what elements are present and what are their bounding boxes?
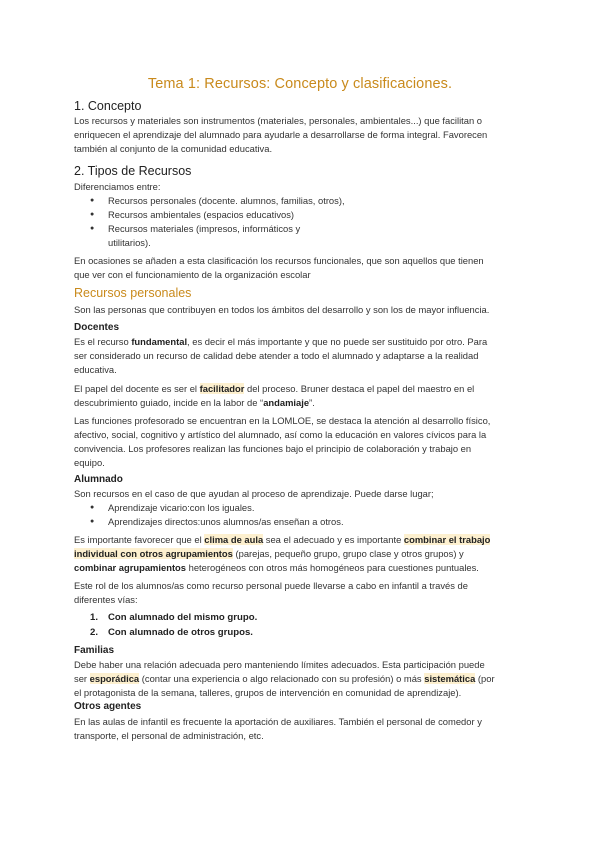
text-run: heterogéneos con otros más homogéneos para cuestiones puntuales. (186, 562, 479, 574)
text-line: el protagonista de la semana, talleres, grupos de intervención en comunidad de aprendizaje). (74, 687, 462, 699)
text-line: Debe haber una relación adecuada pero manteniendo límites adecuados. Esta participación puede (74, 659, 485, 670)
list-item: ● Aprendizajes directos:unos alumnos/as enseñan a otros. (90, 515, 344, 529)
text-line: Las funciones profesorado se encuentran en la LOMLOE, se destaca la atención al desarrollo físico, (74, 415, 491, 426)
text-line: Este rol de los alumnos/as como recurso personal puede llevarse a cabo en infantil a través de (74, 580, 468, 591)
text-run: (parejas, pequeño grupo, grupo clase y otros grupos) y (232, 548, 464, 560)
heading-recursos-personales: Recursos personales (74, 286, 192, 300)
text-run: ser (74, 673, 90, 685)
text-line: que ver con el funcionamiento de la organización escolar (74, 269, 311, 281)
text-run: ”. (309, 397, 315, 409)
text-line (74, 335, 534, 349)
text-line: diferentes vías: (74, 594, 138, 606)
highlight-clima-de-aula: clima de aula (204, 534, 264, 545)
highlight-facilitador: facilitador (199, 383, 245, 394)
heading-otros-agentes: Otros agentes (74, 701, 142, 712)
document-title: Tema 1: Recursos: Concepto y clasificaciones. (147, 76, 453, 92)
heading-familias: Familias (74, 645, 115, 656)
text-line: ser considerado un recurso de calidad debe atender a todo el alumnado y adaptarse a la realidad (74, 350, 479, 362)
alumnado-list (90, 501, 344, 529)
highlight-sistematica: sistemática (424, 673, 476, 685)
heading-alumnado: Alumnado (74, 474, 123, 485)
text-line: equipo. (74, 457, 105, 469)
bold-combinar-agrupamientos: combinar agrupamientos (74, 562, 187, 574)
text-run: , es decir el más importante y que no puede ser sustituido por otro. Para (187, 336, 488, 347)
paragraph-docentes-3 (74, 414, 534, 470)
list-item (90, 626, 257, 641)
text-line (74, 533, 534, 547)
list-item-continuation: utilitarios). (108, 237, 151, 248)
list-text: Con alumnado del mismo grupo. (108, 612, 258, 623)
text-run: El papel del docente es ser el (74, 383, 200, 394)
text-line: también al conjunto de la comunidad educativa. (74, 143, 273, 155)
text-line (74, 672, 534, 686)
heading-tipos: 2. Tipos de Recursos (74, 164, 192, 178)
heading-concepto: 1. Concepto (74, 99, 142, 113)
paragraph-docentes-2 (74, 382, 534, 410)
paragraph-alumnado-1 (74, 533, 534, 575)
text-line: afectivo, social, cognitivo y artístico del alumnado, así como la educación en valores cívicos para la (74, 429, 487, 441)
text-line (74, 547, 534, 561)
paragraph-concepto (74, 114, 534, 156)
paragraph-docentes-1 (74, 335, 534, 377)
text-run: (contar una experiencia o algo relacionado con su profesión) o más (139, 673, 425, 685)
paragraph-funcionales (74, 254, 534, 282)
list-text: Con alumnado de otros grupos. (108, 626, 253, 638)
tipos-intro: Diferenciamos entre: (74, 181, 161, 192)
highlight-esporadica: esporádica (89, 673, 140, 685)
recursos-personales-intro: Son las personas que contribuyen en todos los ámbitos del desarrollo y son los de mayor influencia. (74, 304, 490, 315)
text-line: convivencia. Los profesores realizan las funciones bajo el principio de colaboración y trabajo en (74, 443, 472, 455)
list-number: 2. (90, 626, 99, 638)
list-item (90, 611, 257, 626)
text-line (74, 561, 534, 575)
text-run: descubrimiento guiado, incide en la labor de “ (74, 397, 264, 409)
text-run: Es importante favorecer que el (74, 534, 205, 545)
text-line: En ocasiones se añaden a esta clasificación los recursos funcionales, que son aquellos que tienen (74, 255, 484, 266)
highlight-agrupamientos: individual con otros agrupamientos (74, 548, 233, 560)
paragraph-familias (74, 658, 534, 700)
paragraph-alumnado-2 (74, 579, 534, 607)
alumnado-intro: Son recursos en el caso de que ayudan al proceso de aprendizaje. Puede darse lugar; (74, 488, 434, 499)
text-line: educativa. (74, 364, 117, 376)
text-line (74, 382, 534, 396)
text-line (74, 396, 534, 410)
list-item: ● Recursos ambientales (espacios educativos) (90, 208, 345, 222)
text-run: Es el recurso (74, 336, 132, 347)
list-item: ● Recursos materiales (impresos, informáticos y (90, 222, 345, 236)
text-line: En las aulas de infantil es frecuente la aportación de auxiliares. También el personal de comedor y (74, 716, 482, 727)
list-item: ● Aprendizaje vicario:con los iguales. (90, 501, 344, 515)
text-run: del proceso. Bruner destaca el papel del maestro en el (244, 383, 475, 394)
highlight-combinar-trabajo: combinar el trabajo (403, 534, 491, 545)
bold-fundamental: fundamental (131, 336, 188, 347)
text-line: enriquecen el aprendizaje del alumnado para ayudarle a desarrollarse de forma integral. Favorecen (74, 129, 488, 141)
text-run: (por (475, 673, 495, 685)
paragraph-otros-agentes (74, 715, 534, 743)
list-item: ● Recursos personales (docente. alumnos, familias, otros), (90, 194, 345, 208)
alumnado-ordered-list (90, 611, 257, 640)
list-number: 1. (90, 612, 99, 623)
heading-docentes: Docentes (74, 322, 120, 333)
text-run: sea el adecuado y es importante (263, 534, 404, 545)
text-line: Los recursos y materiales son instrumentos (materiales, personales, ambientales...) que facilitan o (74, 115, 483, 126)
tipos-list (90, 194, 345, 236)
bold-andamiaje: andamiaje (263, 397, 310, 409)
text-line: transporte, el personal de administración, etc. (74, 730, 264, 742)
